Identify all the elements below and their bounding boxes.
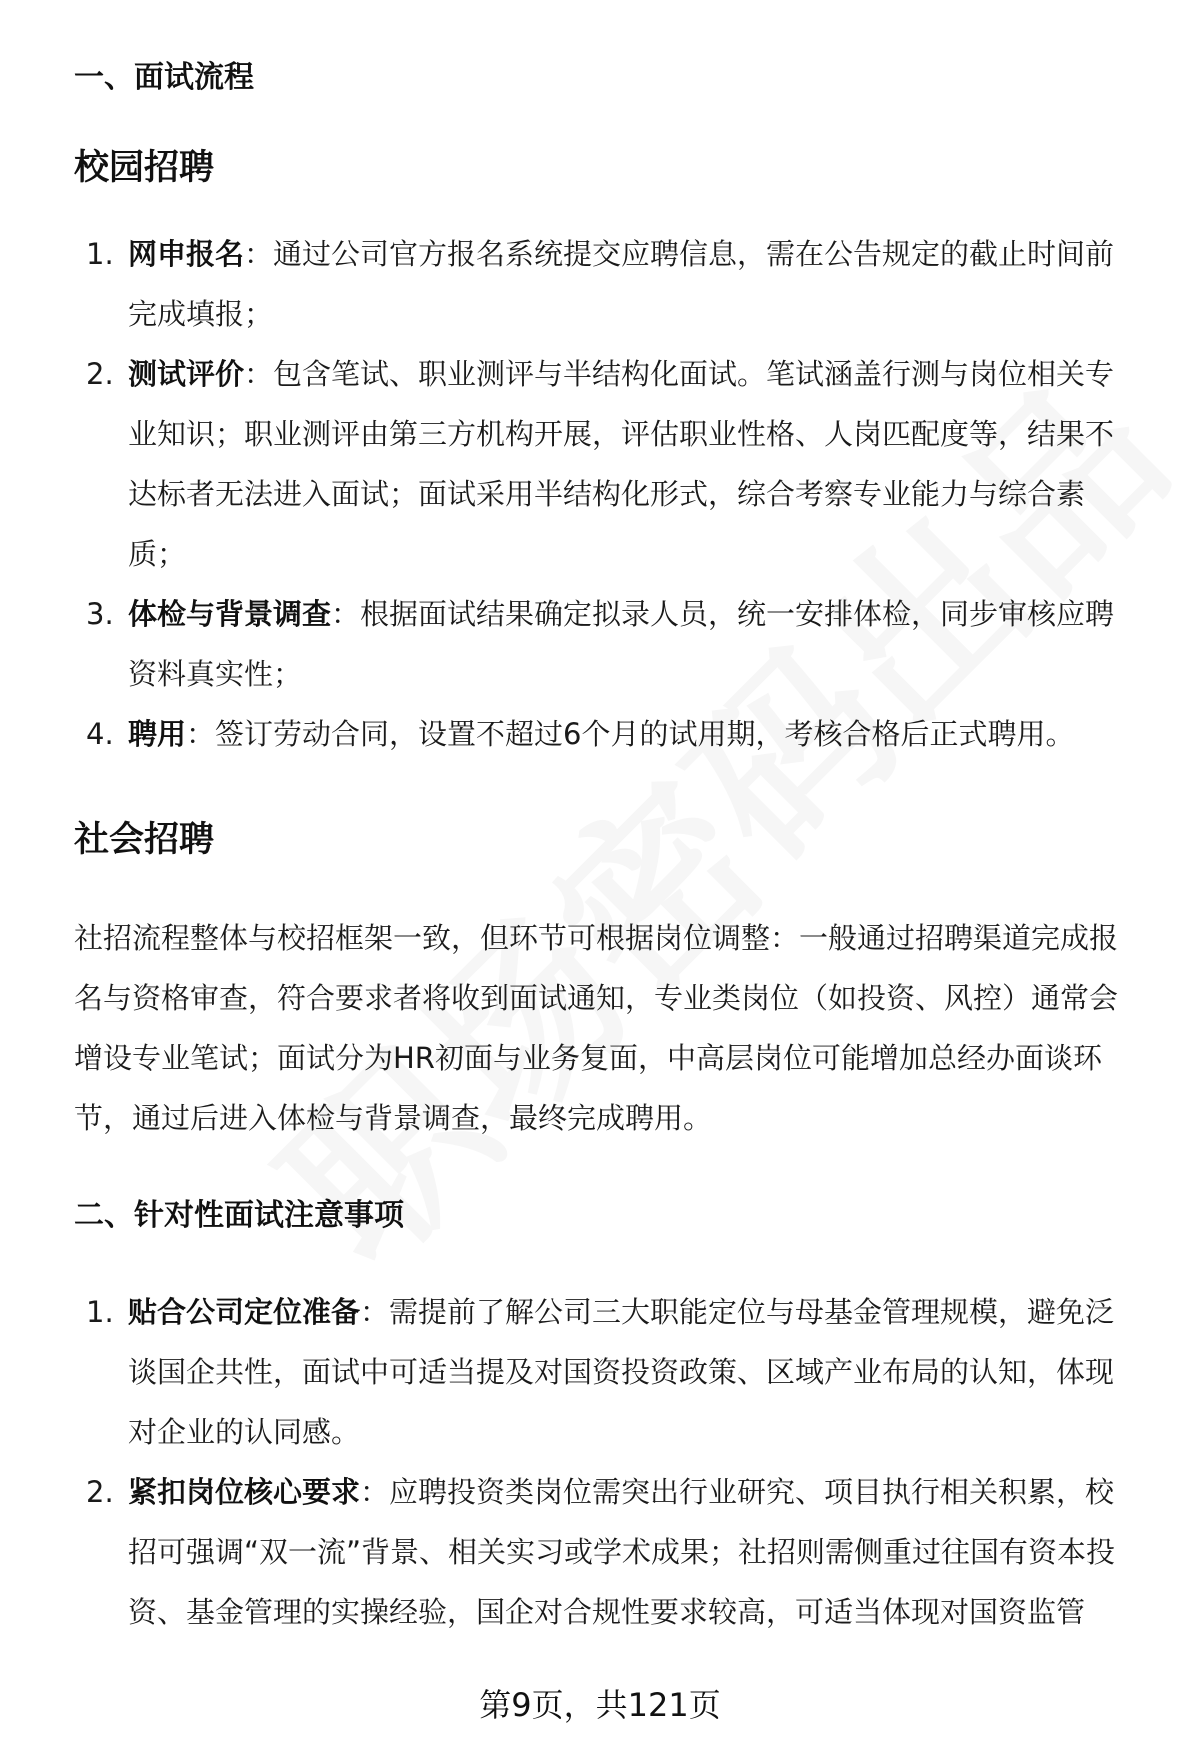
page-number-footer: 第9页，共121页 <box>479 1686 721 1724</box>
interview-notes-list <box>0 1282 1200 1642</box>
list-number: 2. <box>86 357 114 391</box>
list-item-lead: 贴合公司定位准备 <box>128 1295 361 1329</box>
list-item <box>0 1282 1200 1462</box>
list-item-lead: 测试评价 <box>128 357 245 391</box>
list-item <box>0 704 1200 764</box>
list-item-lead: 网申报名 <box>128 237 245 271</box>
list-item-separator: ： <box>244 237 274 271</box>
section-heading-interview-process: 一、面试流程 <box>74 60 254 95</box>
list-item <box>0 584 1200 704</box>
list-number: 2. <box>86 1475 114 1509</box>
list-item-separator: ： <box>360 1295 390 1329</box>
section-heading-interview-notes: 二、针对性面试注意事项 <box>74 1198 404 1233</box>
campus-steps-list <box>0 224 1200 764</box>
list-number: 1. <box>86 237 114 271</box>
list-item-separator: ： <box>331 597 361 631</box>
list-number: 4. <box>86 717 114 751</box>
list-item <box>0 224 1200 344</box>
list-number: 3. <box>86 597 114 631</box>
list-item-text: 通过公司官方报名系统提交应聘信息，需在公告规定的截止时间前完成填报； <box>128 237 1115 331</box>
list-item-lead: 体检与背景调查 <box>128 597 332 631</box>
list-item-separator: ： <box>186 717 216 751</box>
list-item-text: 需提前了解公司三大职能定位与母基金管理规模，避免泛谈国企共性，面试中可适当提及对国资投资政策、区域产业布局的认知，体现对企业的认同感。 <box>128 1295 1115 1449</box>
list-number: 1. <box>86 1295 114 1329</box>
list-item <box>0 1462 1200 1642</box>
list-item-text: 签订劳动合同，设置不超过6个月的试用期，考核合格后正式聘用。 <box>215 717 1075 751</box>
list-item-text: 根据面试结果确定拟录人员，统一安排体检，同步审核应聘资料真实性； <box>128 597 1115 691</box>
list-item-text: 应聘投资类岗位需突出行业研究、项目执行相关积累，校招可强调“双一流”背景、相关实习或学术成果；社招则需侧重过往国有资本投资、基金管理的实操经验，国企对合规性要求较高，可适当体现对国资监管 <box>128 1475 1116 1629</box>
list-item-lead: 聘用 <box>128 717 187 751</box>
list-item-separator: ： <box>360 1475 390 1509</box>
list-item <box>0 344 1200 584</box>
list-item-text: 包含笔试、职业测评与半结构化面试。笔试涵盖行测与岗位相关专业知识；职业测评由第三方机构开展，评估职业性格、人岗匹配度等，结果不达标者无法进入面试；面试采用半结构化形式，综合考察专业能力与综合素质； <box>128 357 1115 571</box>
list-item-lead: 紧扣岗位核心要求 <box>128 1475 361 1509</box>
subheading-social-recruitment: 社会招聘 <box>74 820 215 860</box>
list-item-separator: ： <box>244 357 274 391</box>
social-recruitment-paragraph: 社招流程整体与校招框架一致，但环节可根据岗位调整：一般通过招聘渠道完成报名与资格审查，符合要求者将收到面试通知，专业类岗位（如投资、风控）通常会增设专业笔试；面试分为HR初面与业务复面，中高层岗位可能增加总经办面谈环节，通过后进入体检与背景调查，最终完成聘用。 <box>74 921 1119 1135</box>
subheading-campus-recruitment: 校园招聘 <box>74 148 215 188</box>
